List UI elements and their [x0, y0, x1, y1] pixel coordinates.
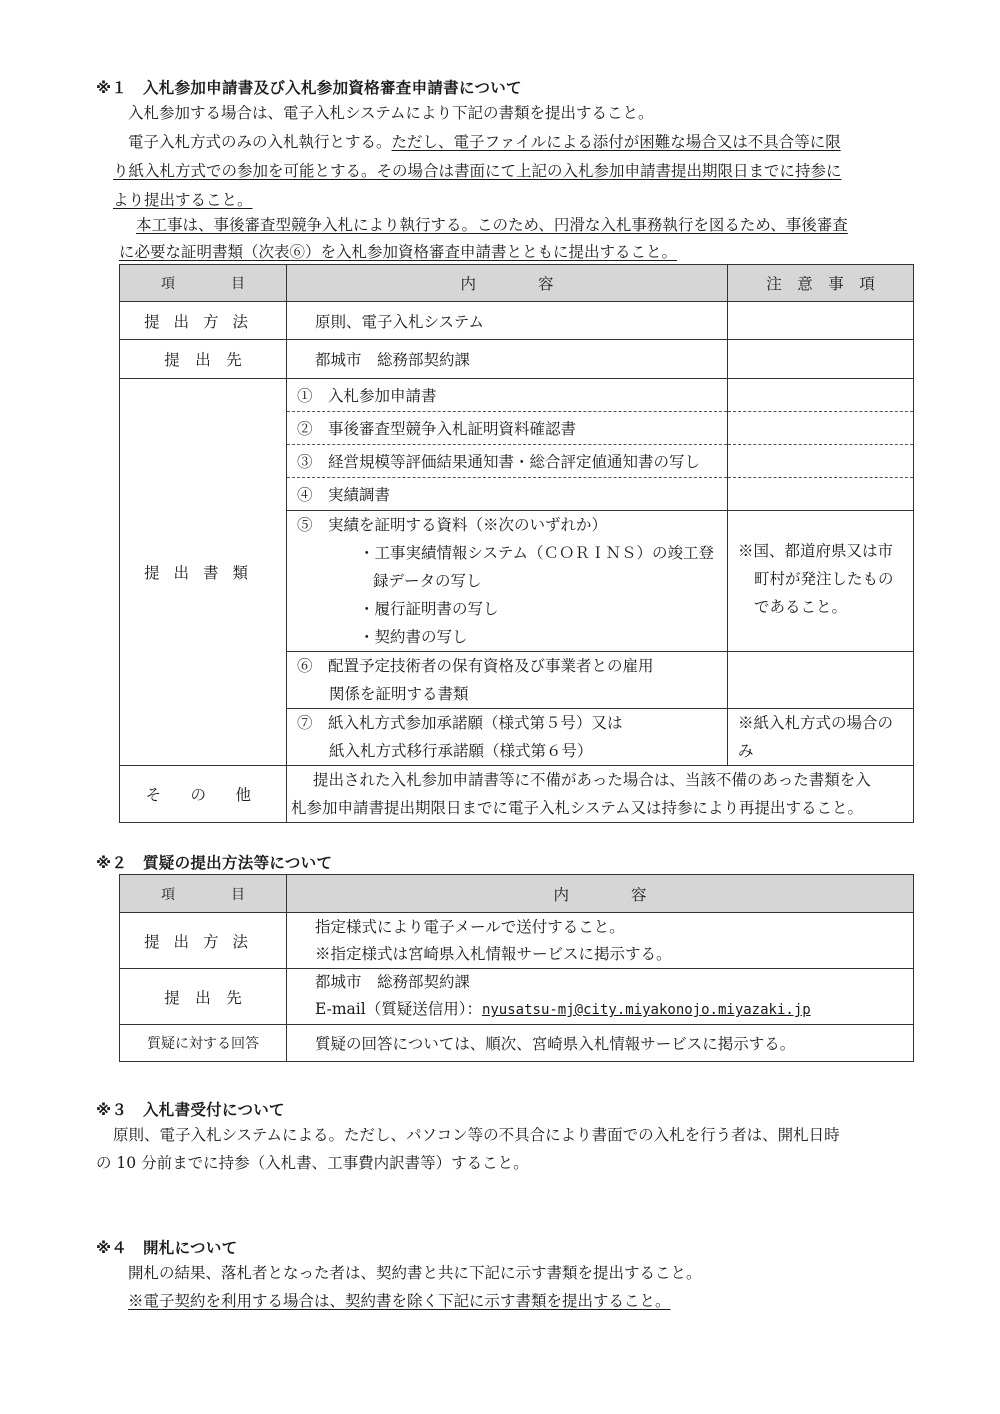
section-1-paragraph-2-underlined: ただし、電子ファイルによる添付が困難な場合又は不具合等に限: [391, 133, 841, 151]
doc-7-note-line-1: ※紙入札方式の場合の: [738, 714, 894, 732]
answer-label: 質疑に対する回答: [120, 1025, 287, 1062]
table-row: [120, 340, 914, 379]
dest-note: [728, 340, 914, 379]
table-row: [120, 1025, 914, 1062]
section-2-heading: ※２ 質疑の提出方法等について: [96, 854, 333, 872]
submission-table: [119, 264, 914, 823]
inquiry-method-line-1: 指定様式により電子メールで送付すること。: [315, 917, 625, 936]
inquiry-method-value: [287, 913, 914, 969]
section-3-line-2: の 10 分前までに持参（入札書、工事費内訳書等）すること。: [96, 1154, 529, 1172]
doc-4: ④ 実績調書: [287, 478, 728, 511]
doc-6: [287, 652, 728, 709]
section-1-paragraph-1: 入札参加する場合は、電子入札システムにより下記の書類を提出すること。: [128, 104, 654, 122]
method-label: 提出方法: [120, 302, 287, 340]
doc-2-note: [728, 412, 914, 445]
email-link[interactable]: nyusatsu-mj@city.miyakonojo.miyazaki.jp: [481, 1002, 811, 1018]
table-row: [120, 913, 914, 969]
doc-2: ② 事後審査型競争入札証明資料確認書: [287, 412, 728, 445]
doc-7: [287, 709, 728, 766]
dest-label: 提 出 先: [120, 340, 287, 379]
doc-3: ③ 経営規模等評価結果通知書・総合評定値通知書の写し: [287, 445, 728, 478]
doc-5-note-line-2: 町村が発注したもの: [754, 570, 894, 588]
doc-6-line-2: 関係を証明する書類: [329, 685, 469, 703]
section-4-line-2: ※電子契約を利用する場合は、契約書を除く下記に示す書類を提出すること。: [128, 1292, 671, 1310]
other-line-1: 提出された入札参加申請書等に不備があった場合は、当該不備のあった書類を入: [313, 771, 871, 789]
table-header-row: [120, 875, 914, 913]
doc-7-note: [728, 709, 914, 766]
doc-5-option-a-line-1: ・工事実績情報システム（ＣＯＲＩＮＳ）の竣工登: [359, 544, 714, 562]
inquiry-dest-line-1: 都城市 総務部契約課: [315, 973, 471, 991]
header-content: 内 容: [287, 265, 728, 302]
section-1-paragraph-2-line-2: り紙入札方式での参加を可能とする。その場合は書面にて上記の入札参加申請書提出期限日までに持参に: [113, 162, 842, 180]
section-3-heading: ※３ 入札書受付について: [96, 1101, 285, 1119]
section-1-paragraph-2-line-1: [128, 128, 841, 157]
inquiry-dest-line-2: [315, 996, 913, 1024]
other-label: その他: [120, 766, 287, 823]
section-4-heading: ※４ 開札について: [96, 1239, 238, 1257]
doc-7-note-line-2: み: [738, 742, 754, 760]
doc-1-note: [728, 379, 914, 412]
table-row: [120, 969, 914, 1025]
email-prefix: E-mail（質疑送信用）：: [315, 1000, 482, 1018]
doc-6-note: [728, 652, 914, 709]
inquiry-method-label: 提出方法: [120, 913, 287, 969]
doc-5-option-a-line-2: 録データの写し: [373, 572, 482, 590]
header-note: 注 意 事 項: [728, 265, 914, 302]
inquiry-method-line-2: ※指定様式は宮崎県入札情報サービスに掲示する。: [315, 944, 672, 963]
answer-value: 質疑の回答については、順次、宮崎県入札情報サービスに掲示する。: [287, 1025, 914, 1062]
section-1-paragraph-2-plain: 電子入札方式のみの入札執行とする。: [128, 133, 392, 151]
doc-4-note: [728, 478, 914, 511]
doc-6-line-1: ⑥ 配置予定技術者の保有資格及び事業者との雇用: [297, 657, 654, 675]
section-4-line-1: 開札の結果、落札者となった者は、契約書と共に下記に示す書類を提出すること。: [128, 1264, 702, 1282]
doc-3-note: [728, 445, 914, 478]
method-value: 原則、電子入札システム: [287, 302, 728, 340]
doc-5: [287, 511, 728, 652]
docs-label: 提出書類: [120, 379, 287, 766]
doc-5-option-b: ・履行証明書の写し: [359, 600, 499, 618]
doc-7-line-2: 紙入札方式移行承諾願（様式第６号）: [329, 742, 593, 760]
doc-1: ① 入札参加申請書: [287, 379, 728, 412]
method-note: [728, 302, 914, 340]
header-item: 項 目: [120, 875, 287, 913]
doc-5-note-line-1: ※国、都道府県又は市: [738, 542, 894, 560]
section-1-heading: ※１ 入札参加申請書及び入札参加資格審査申請書について: [96, 79, 522, 97]
header-item: 項 目: [120, 265, 287, 302]
table-row: [120, 379, 914, 412]
section-1-paragraph-3-line-2: に必要な証明書類（次表⑥）を入札参加資格審査申請書とともに提出すること。: [119, 243, 678, 261]
dest-value: 都城市 総務部契約課: [287, 340, 728, 379]
other-value: [287, 766, 914, 823]
section-1-paragraph-3-line-1: 本工事は、事後審査型競争入札により執行する。このため、円滑な入札事務執行を図るため、事後審査: [136, 216, 848, 234]
doc-5-note: [728, 511, 914, 652]
header-content: 内 容: [287, 875, 914, 913]
table-header-row: [120, 265, 914, 302]
doc-7-line-1: ⑦ 紙入札方式参加承諾願（様式第５号）又は: [297, 714, 623, 732]
doc-5-option-c: ・契約書の写し: [359, 628, 468, 646]
doc-5-title: ⑤ 実績を証明する資料（※次のいずれか）: [297, 516, 608, 534]
table-row: [120, 302, 914, 340]
inquiry-table: [119, 874, 914, 1062]
section-1-paragraph-2-line-3: より提出すること。: [113, 191, 253, 209]
inquiry-dest-value: [287, 969, 914, 1025]
other-line-2: 札参加申請書提出期限日までに電子入札システム又は持参により再提出すること。: [291, 799, 863, 817]
section-3-line-1: 原則、電子入札システムによる。ただし、パソコン等の不具合により書面での入札を行う者は、開札日時: [113, 1126, 840, 1144]
table-row: [120, 766, 914, 823]
doc-5-note-line-3: であること。: [754, 598, 848, 616]
inquiry-dest-label: 提 出 先: [120, 969, 287, 1025]
